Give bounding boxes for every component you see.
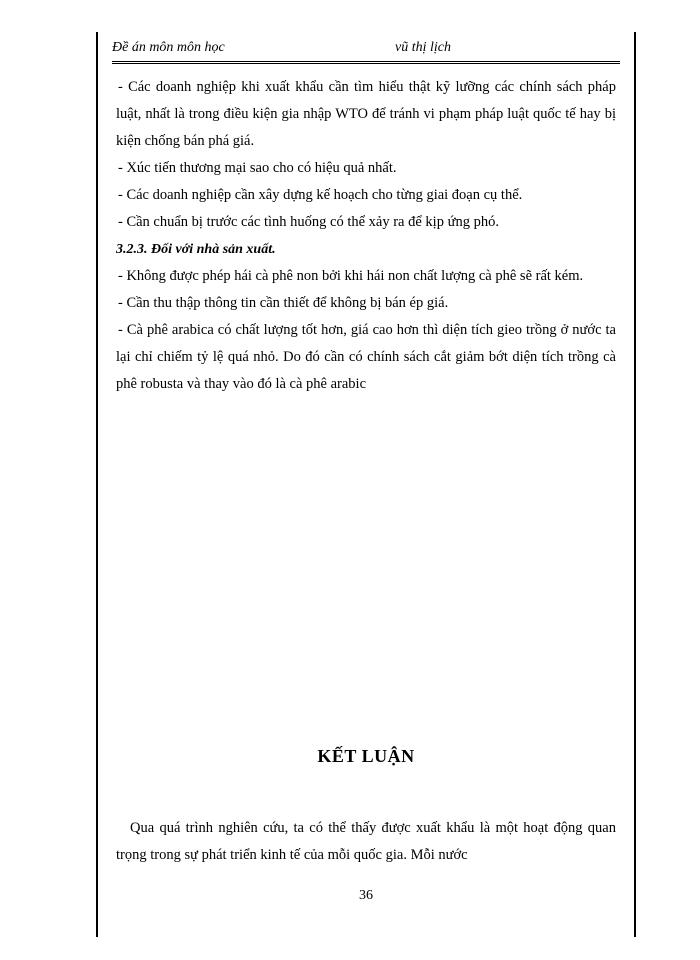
section-paragraph-3: - Cà phê arabica có chất lượng tốt hơn, giá cao hơn thì diện tích gieo trồng ở nước ta lại chỉ chiếm tỷ lệ quá nhỏ. Do đó cần có chính sách cắt giảm bớt diện tích trồng cà phê robusta và thay vào đó là cà phê arabic	[116, 322, 616, 392]
header-document-title: Đề án môn môn học	[112, 40, 225, 55]
section-heading: 3.2.3. Đối với nhà sản xuất.	[116, 242, 276, 257]
body-paragraph-2: - Xúc tiến thương mại sao cho có hiệu quả nhất.	[118, 160, 397, 176]
section-paragraph-2: - Cần thu thập thông tin cần thiết để không bị bán ép giá.	[118, 295, 449, 311]
page-number: 36	[359, 888, 373, 903]
body-paragraph-4: - Cần chuẩn bị trước các tình huống có thể xảy ra để kịp ứng phó.	[118, 214, 499, 230]
header-author: vũ thị lịch	[395, 40, 451, 55]
body-paragraph-3: - Các doanh nghiệp cần xây dựng kế hoạch cho từng giai đoạn cụ thể.	[118, 187, 523, 203]
main-content	[116, 74, 616, 398]
body-paragraph-1: - Các doanh nghiệp khi xuất khẩu cần tìm hiểu thật kỹ lưỡng các chính sách pháp luật, nhất là trong điều kiện gia nhập WTO để tránh vi phạm pháp luật quốc tế hay bị kiện chống bán phá giá.	[116, 79, 616, 149]
conclusion-title: KẾT LUẬN	[317, 746, 415, 766]
section-paragraph-1: - Không được phép hái cà phê non bởi khi hái non chất lượng cà phê sẽ rất kém.	[118, 268, 584, 284]
conclusion-paragraph: Qua quá trình nghiên cứu, ta có thể thấy được xuất khẩu là một hoạt động quan trọng trong sự phát triển kinh tế của mỗi quốc gia. Mỗi nước	[116, 820, 616, 863]
header-rule	[112, 61, 620, 64]
